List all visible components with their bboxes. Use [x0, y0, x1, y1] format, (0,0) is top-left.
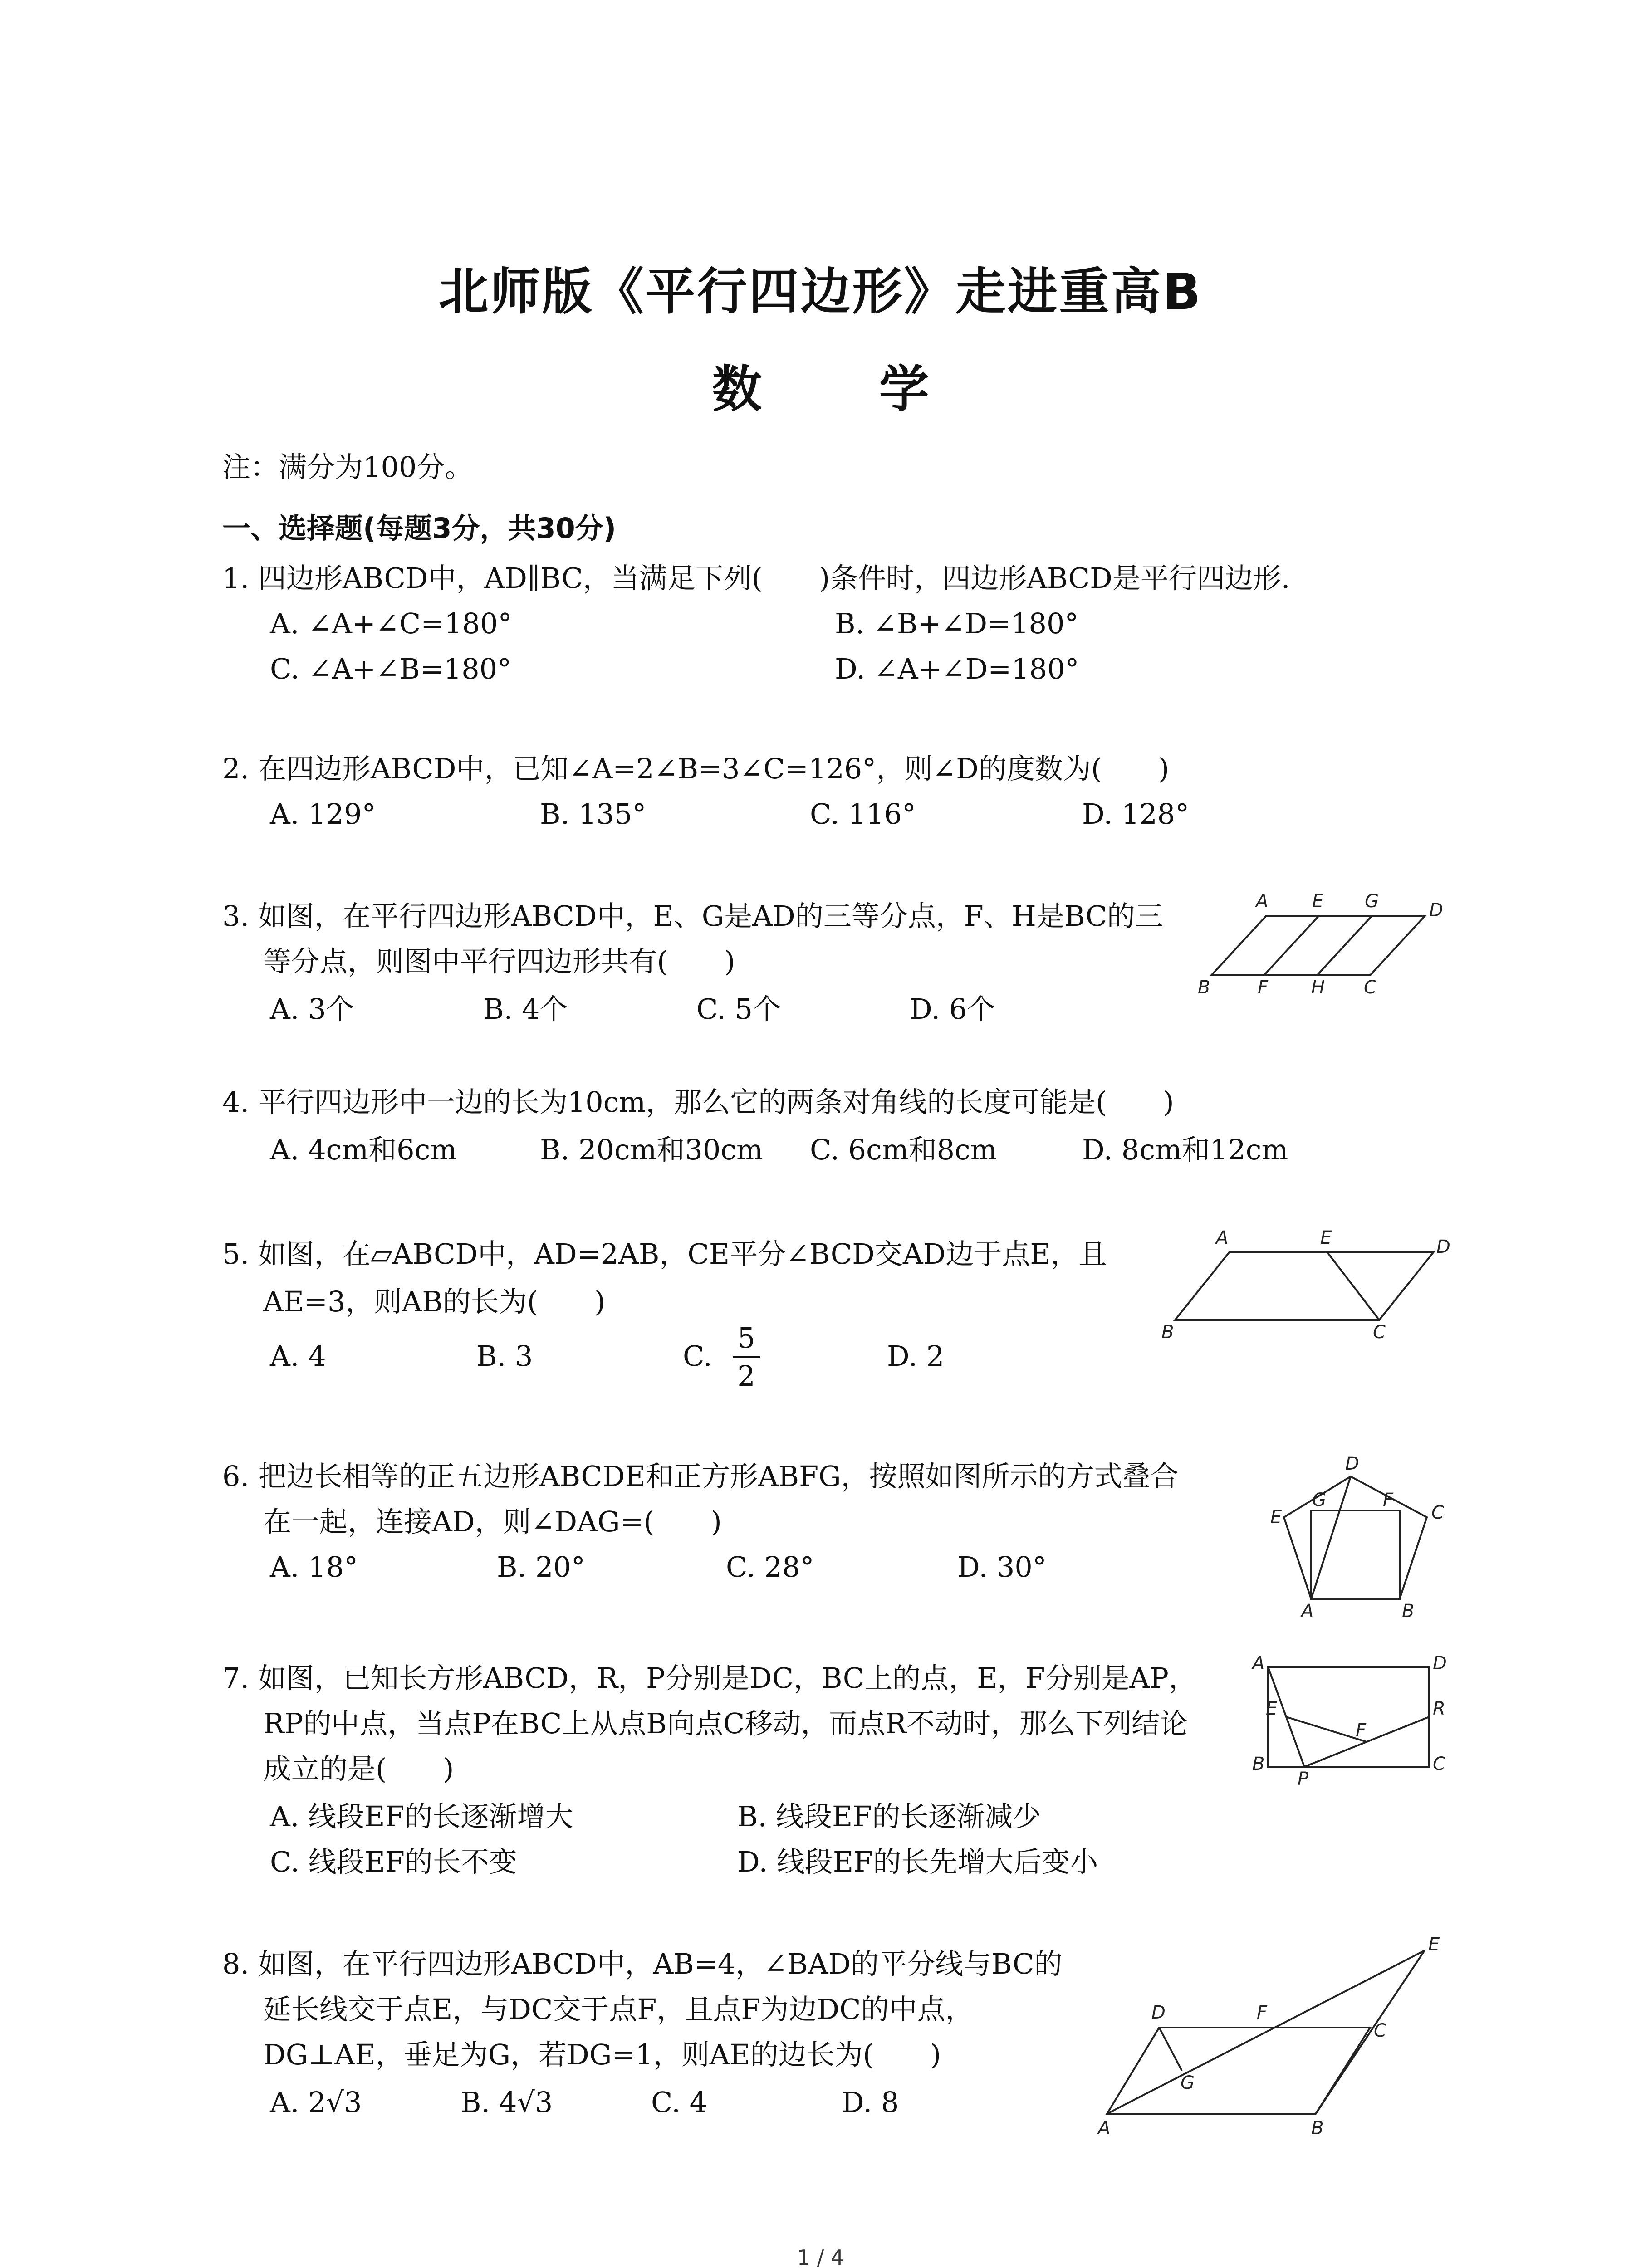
q6-label-c: C — [1431, 1502, 1444, 1523]
q2-option-b: B. 135° — [540, 797, 647, 831]
q6-label-a: A — [1301, 1601, 1314, 1622]
q5-option-c: C. — [683, 1339, 712, 1373]
q3-label-d: D — [1429, 900, 1443, 921]
q6-pentagon — [1284, 1476, 1427, 1599]
page-number: 1 / 4 — [797, 2245, 844, 2268]
q4-option-a: A. 4cm和6cm — [270, 1133, 457, 1166]
q5-stem-line2: AE=3，则AB的长为( ) — [263, 1285, 606, 1318]
q2-option-c: C. 116° — [810, 797, 916, 831]
q6-option-d: D. 30° — [957, 1550, 1047, 1584]
q7-segment-ef — [1286, 1717, 1367, 1742]
q8-label-e: E — [1428, 1934, 1440, 1955]
q6-stem-line2: 在一起，连接AD，则∠DAG=( ) — [263, 1505, 722, 1538]
q8-stem-line1: 8. 如图，在平行四边形ABCD中，AB=4，∠BAD的平分线与BC的 — [222, 1947, 1063, 1980]
q7-option-a: A. 线段EF的长逐渐增大 — [270, 1800, 573, 1833]
q5-label-b: B — [1161, 1322, 1174, 1343]
q5-option-d: D. 2 — [887, 1339, 945, 1373]
q8-option-d: D. 8 — [842, 2086, 899, 2119]
q8-stem-line2: 延长线交于点E，与DC交于点F，且点F为边DC的中点， — [263, 1993, 974, 2026]
q3-label-g: G — [1365, 891, 1379, 912]
section-heading: 一、选择题(每题3分，共30分) — [222, 512, 617, 545]
q6-label-b: B — [1402, 1601, 1415, 1622]
q4-option-c: C. 6cm和8cm — [810, 1133, 997, 1166]
q7-segment-apr — [1268, 1667, 1429, 1767]
q5-option-b: B. 3 — [476, 1339, 533, 1373]
q7-label-e: E — [1266, 1698, 1278, 1719]
q8-stem-line3: DG⊥AE，垂足为G，若DG=1，则AE的边长为( ) — [263, 2038, 941, 2071]
q3-label-e: E — [1312, 891, 1324, 912]
q6-stem-line1: 6. 把边长相等的正五边形ABCDE和正方形ABFG，按照如图所示的方式叠合 — [222, 1460, 1179, 1493]
q8-label-a: A — [1098, 2118, 1111, 2139]
q7-rectangle — [1268, 1667, 1429, 1767]
score-note: 注：满分为100分。 — [222, 450, 473, 484]
q8-label-g: G — [1181, 2072, 1195, 2093]
q3-label-a: A — [1256, 891, 1269, 912]
q8-option-b: B. 4√3 — [460, 2086, 553, 2119]
q3-stem-line2: 等分点，则图中平行四边形共有( ) — [263, 945, 735, 978]
q7-stem-line1: 7. 如图，已知长方形ABCD，R，P分别是DC，BC上的点，E，F分别是AP， — [222, 1662, 1197, 1695]
q7-figure — [1248, 1651, 1452, 1787]
q5-stem-line1: 5. 如图，在▱ABCD中，AD=2AB，CE平分∠BCD交AD边于点E，且 — [222, 1237, 1107, 1271]
q5-fraction-numerator: 5 — [737, 1321, 755, 1354]
q3-label-h: H — [1311, 977, 1325, 998]
q8-label-c: C — [1374, 2020, 1386, 2041]
q8-label-f: F — [1257, 2002, 1268, 2023]
q8-label-d: D — [1151, 2002, 1166, 2023]
q8-option-a: A. 2√3 — [270, 2086, 362, 2119]
q3-parallelogram — [1211, 916, 1425, 975]
q6-square — [1311, 1510, 1400, 1599]
q7-stem-line3: 成立的是( ) — [263, 1752, 454, 1785]
q5-label-c: C — [1373, 1322, 1386, 1343]
q7-label-b: B — [1252, 1754, 1265, 1774]
q7-option-b: B. 线段EF的长逐渐减少 — [737, 1800, 1041, 1833]
q6-option-c: C. 28° — [726, 1550, 814, 1584]
q1-option-b: B. ∠B+∠D=180° — [835, 607, 1079, 640]
q6-option-b: B. 20° — [497, 1550, 585, 1584]
q2-stem: 2. 在四边形ABCD中，已知∠A=2∠B=3∠C=126°，则∠D的度数为( ) — [222, 752, 1170, 785]
q5-figure — [1161, 1225, 1452, 1356]
q5-parallelogram — [1175, 1252, 1434, 1320]
q3-label-f: F — [1258, 977, 1269, 998]
q5-option-a: A. 4 — [270, 1339, 326, 1373]
q8-figure — [1098, 1932, 1461, 2141]
q7-stem-line2: RP的中点，当点P在BC上从点B向点C移动，而点R不动时，那么下列结论 — [263, 1707, 1188, 1740]
q6-label-d: D — [1345, 1453, 1359, 1474]
q8-label-b: B — [1311, 2118, 1324, 2139]
q7-label-a: A — [1252, 1653, 1265, 1674]
q6-label-f: F — [1383, 1490, 1394, 1510]
q7-label-d: D — [1433, 1653, 1447, 1674]
q7-option-c: C. 线段EF的长不变 — [270, 1845, 517, 1878]
page-subtitle: 数 学 — [712, 360, 979, 418]
q3-option-b: B. 4个 — [483, 992, 568, 1026]
q2-option-a: A. 129° — [270, 797, 376, 831]
q5-label-a: A — [1216, 1227, 1229, 1248]
q3-label-b: B — [1198, 977, 1210, 998]
q3-option-d: D. 6个 — [910, 992, 995, 1026]
q8-segment-ce — [1316, 1950, 1425, 2114]
q7-label-c: C — [1433, 1754, 1445, 1774]
q5-label-e: E — [1320, 1227, 1332, 1248]
q2-option-d: D. 128° — [1082, 797, 1190, 831]
q3-segment-gh — [1317, 916, 1372, 975]
q3-option-a: A. 3个 — [270, 992, 354, 1026]
q5-option-c-fraction — [733, 1320, 760, 1394]
q3-option-c: C. 5个 — [696, 992, 781, 1026]
q1-option-a: A. ∠A+∠C=180° — [270, 607, 512, 640]
q6-label-g: G — [1312, 1490, 1326, 1510]
q6-option-a: A. 18° — [270, 1550, 358, 1584]
q7-label-r: R — [1433, 1698, 1445, 1719]
q3-figure — [1198, 885, 1452, 1002]
q7-label-p: P — [1298, 1769, 1309, 1789]
q8-parallelogram — [1107, 2028, 1370, 2114]
q3-segment-ef — [1264, 916, 1318, 975]
q7-label-f: F — [1356, 1720, 1367, 1741]
q7-option-d: D. 线段EF的长先增大后变小 — [737, 1845, 1098, 1878]
q3-stem-line1: 3. 如图，在平行四边形ABCD中，E、G是AD的三等分点，F、H是BC的三 — [222, 899, 1164, 933]
q5-fraction-denominator: 2 — [737, 1359, 755, 1393]
q3-label-c: C — [1364, 977, 1376, 998]
q5-segment-ce — [1327, 1252, 1379, 1320]
page-title: 北师版《平行四边形》走进重高B — [438, 263, 1203, 321]
q1-option-d: D. ∠A+∠D=180° — [835, 652, 1079, 685]
q6-label-e: E — [1270, 1507, 1282, 1528]
q4-option-b: B. 20cm和30cm — [540, 1133, 763, 1166]
q8-option-c: C. 4 — [651, 2086, 708, 2119]
q6-figure — [1270, 1442, 1461, 1642]
q1-stem: 1. 四边形ABCD中，AD∥BC，当满足下列( )条件时，四边形ABCD是平行四边形. — [222, 562, 1290, 595]
q1-option-c: C. ∠A+∠B=180° — [270, 652, 512, 685]
q5-label-d: D — [1436, 1237, 1450, 1257]
q4-stem: 4. 平行四边形中一边的长为10cm，那么它的两条对角线的长度可能是( ) — [222, 1085, 1174, 1119]
q4-option-d: D. 8cm和12cm — [1082, 1133, 1288, 1166]
q8-segment-dg — [1159, 2028, 1182, 2071]
